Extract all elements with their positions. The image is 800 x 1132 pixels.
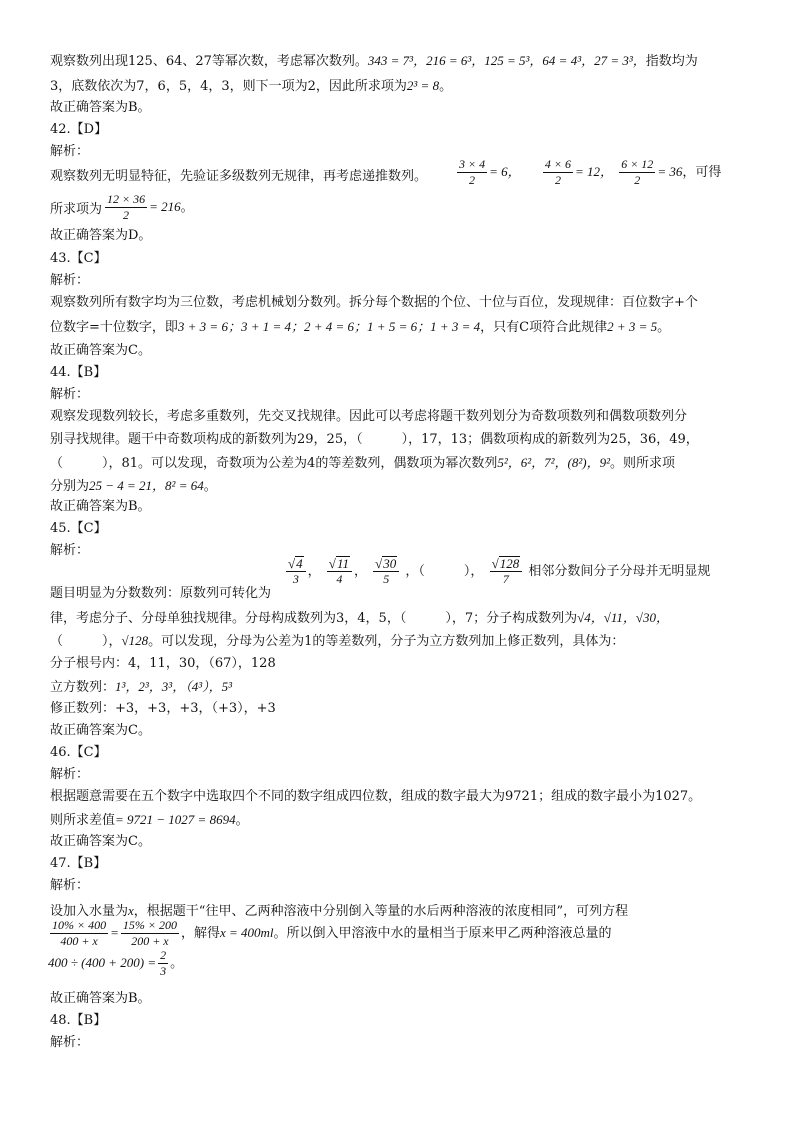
answer-line: 故正确答案为B。 (50, 991, 151, 1006)
equation-line: 400 ÷ (400 + 200) = $\frac{2}{3}$ 。 (48, 948, 184, 978)
text-line: 位数字=十位数字，即3 + 3 = 6；3 + 1 = 4；2 + 4 = 6；1 + 5 = 6；1 + 3 = 4，只有C项符合此规律2 + 3 = 5。 (50, 319, 671, 335)
text-line: 则所求差值= 9721 − 1027 = 8694。 (50, 812, 249, 828)
question-number: 45.【C】 (50, 521, 107, 536)
text-line: （ ），√128。可以发现，分母为公差为1的等差数列，分子为立方数列加上修正数列，具体为： (50, 633, 625, 649)
sqrt-fraction-series: $\frac{√4}{3}$ ， $\frac{√11}{4}$ ， $\frac{√30}{5}$ ，（ ）， $\frac{√128}{7}$ 相邻分数间分子分母并无明显规 (288, 556, 711, 586)
question-number: 42.【D】 (50, 122, 108, 137)
text-line: 设加入水量为x，根据题干“往甲、乙两种溶液中分别倒入等量的水后两种溶液的浓度相同”，可列方程 (50, 903, 629, 919)
question-number: 46.【C】 (50, 745, 107, 760)
analysis-label: 解析： (50, 144, 90, 159)
analysis-label: 解析： (50, 1035, 90, 1050)
text-line: 所求项为 (50, 202, 103, 217)
answer-line: 故正确答案为C。 (50, 834, 151, 849)
question-number: 43.【C】 (50, 251, 107, 266)
analysis-label: 解析： (50, 387, 90, 402)
text-line: （ ），81。可以发现，奇数项为公差为4的等差数列，偶数项为幂次数列5²，6²，7²，(8²)，9²。则所求项 (50, 455, 675, 471)
fraction-expr: $\frac{12 \times 36}{2}$ = 216。 (107, 192, 194, 222)
text-line: 分子根号内：4，11，30，（67），128 (50, 656, 276, 671)
text-line: 立方数列：1³，2³，3³，（4³），5³ (50, 679, 233, 695)
text-line: 观察数列出现125、64、27等幂次数，考虑幂次数列。343 = 7³，216 = 6³，125 = 5³，64 = 4³，27 = 3³，指数均为 (50, 53, 698, 69)
question-number: 48.【B】 (50, 1013, 107, 1028)
text-line: 观察数列无明显特征，先验证多级数列无规律，再考虑递推数列。 (50, 169, 428, 184)
text-line: 律，考虑分子、分母单独找规律。分母构成数列为3，4，5，（ ），7；分子构成数列为√4，√11，√30， (50, 610, 670, 626)
question-number: 47.【B】 (50, 856, 107, 871)
answer-line: 故正确答案为C。 (50, 343, 151, 358)
question-number: 44.【B】 (50, 365, 107, 380)
text-line: 观察发现数列较长，考虑多重数列，先交叉找规律。因此可以考虑将题干数列划分为奇数项数列和偶数项数列分 (50, 409, 688, 424)
text-line: 根据题意需要在五个数字中选取四个不同的数字组成四位数，组成的数字最大为9721；组成的数字最小为1027。 (50, 789, 702, 804)
math-powers: 343 = 7³，216 = 6³，125 = 5³，64 = 4³，27 = 3³， (367, 53, 646, 68)
analysis-label: 解析： (50, 543, 90, 558)
text-line: 别寻找规律。题干中奇数项构成的新数列为29，25，（ ），17，13；偶数项构成的新数列为25，36，49， (50, 432, 699, 447)
text-line: 3，底数依次为7，6，5，4，3，则下一项为2，因此所求项为2³ = 8。 (50, 78, 453, 94)
analysis-label: 解析： (50, 273, 90, 288)
equation-line: $\frac{10\% \times 400}{400 + x}$ = $\frac{15\% \times 200}{200 + x}$ ，解得x = 400ml。所以倒入甲溶液中水的量相当于原来甲乙两种溶液总量的 (52, 918, 612, 948)
analysis-label: 解析： (50, 878, 90, 893)
analysis-label: 解析： (50, 767, 90, 782)
text-line: 题目明显为分数数列：原数列可转化为 (50, 586, 272, 601)
fraction-expr: $\frac{3 \times 4}{2}$ = 6， $\frac{4 \times 6}{2}$ = 12， $\frac{6 \times 12}{2}$ = 36，可得 (459, 157, 722, 187)
answer-line: 故正确答案为C。 (50, 723, 151, 738)
text-line: 分别为25 − 4 = 21，8² = 64。 (50, 478, 217, 494)
answer-line: 故正确答案为B。 (50, 100, 151, 115)
answer-line: 故正确答案为D。 (50, 228, 152, 243)
answer-line: 故正确答案为B。 (50, 499, 151, 514)
text-line: 修正数列：+3，+3，+3，（+3），+3 (50, 701, 276, 716)
text-line: 观察数列所有数字均为三位数，考虑机械划分数列。拆分每个数据的个位、十位与百位，发现规律：百位数字+个 (50, 295, 698, 310)
